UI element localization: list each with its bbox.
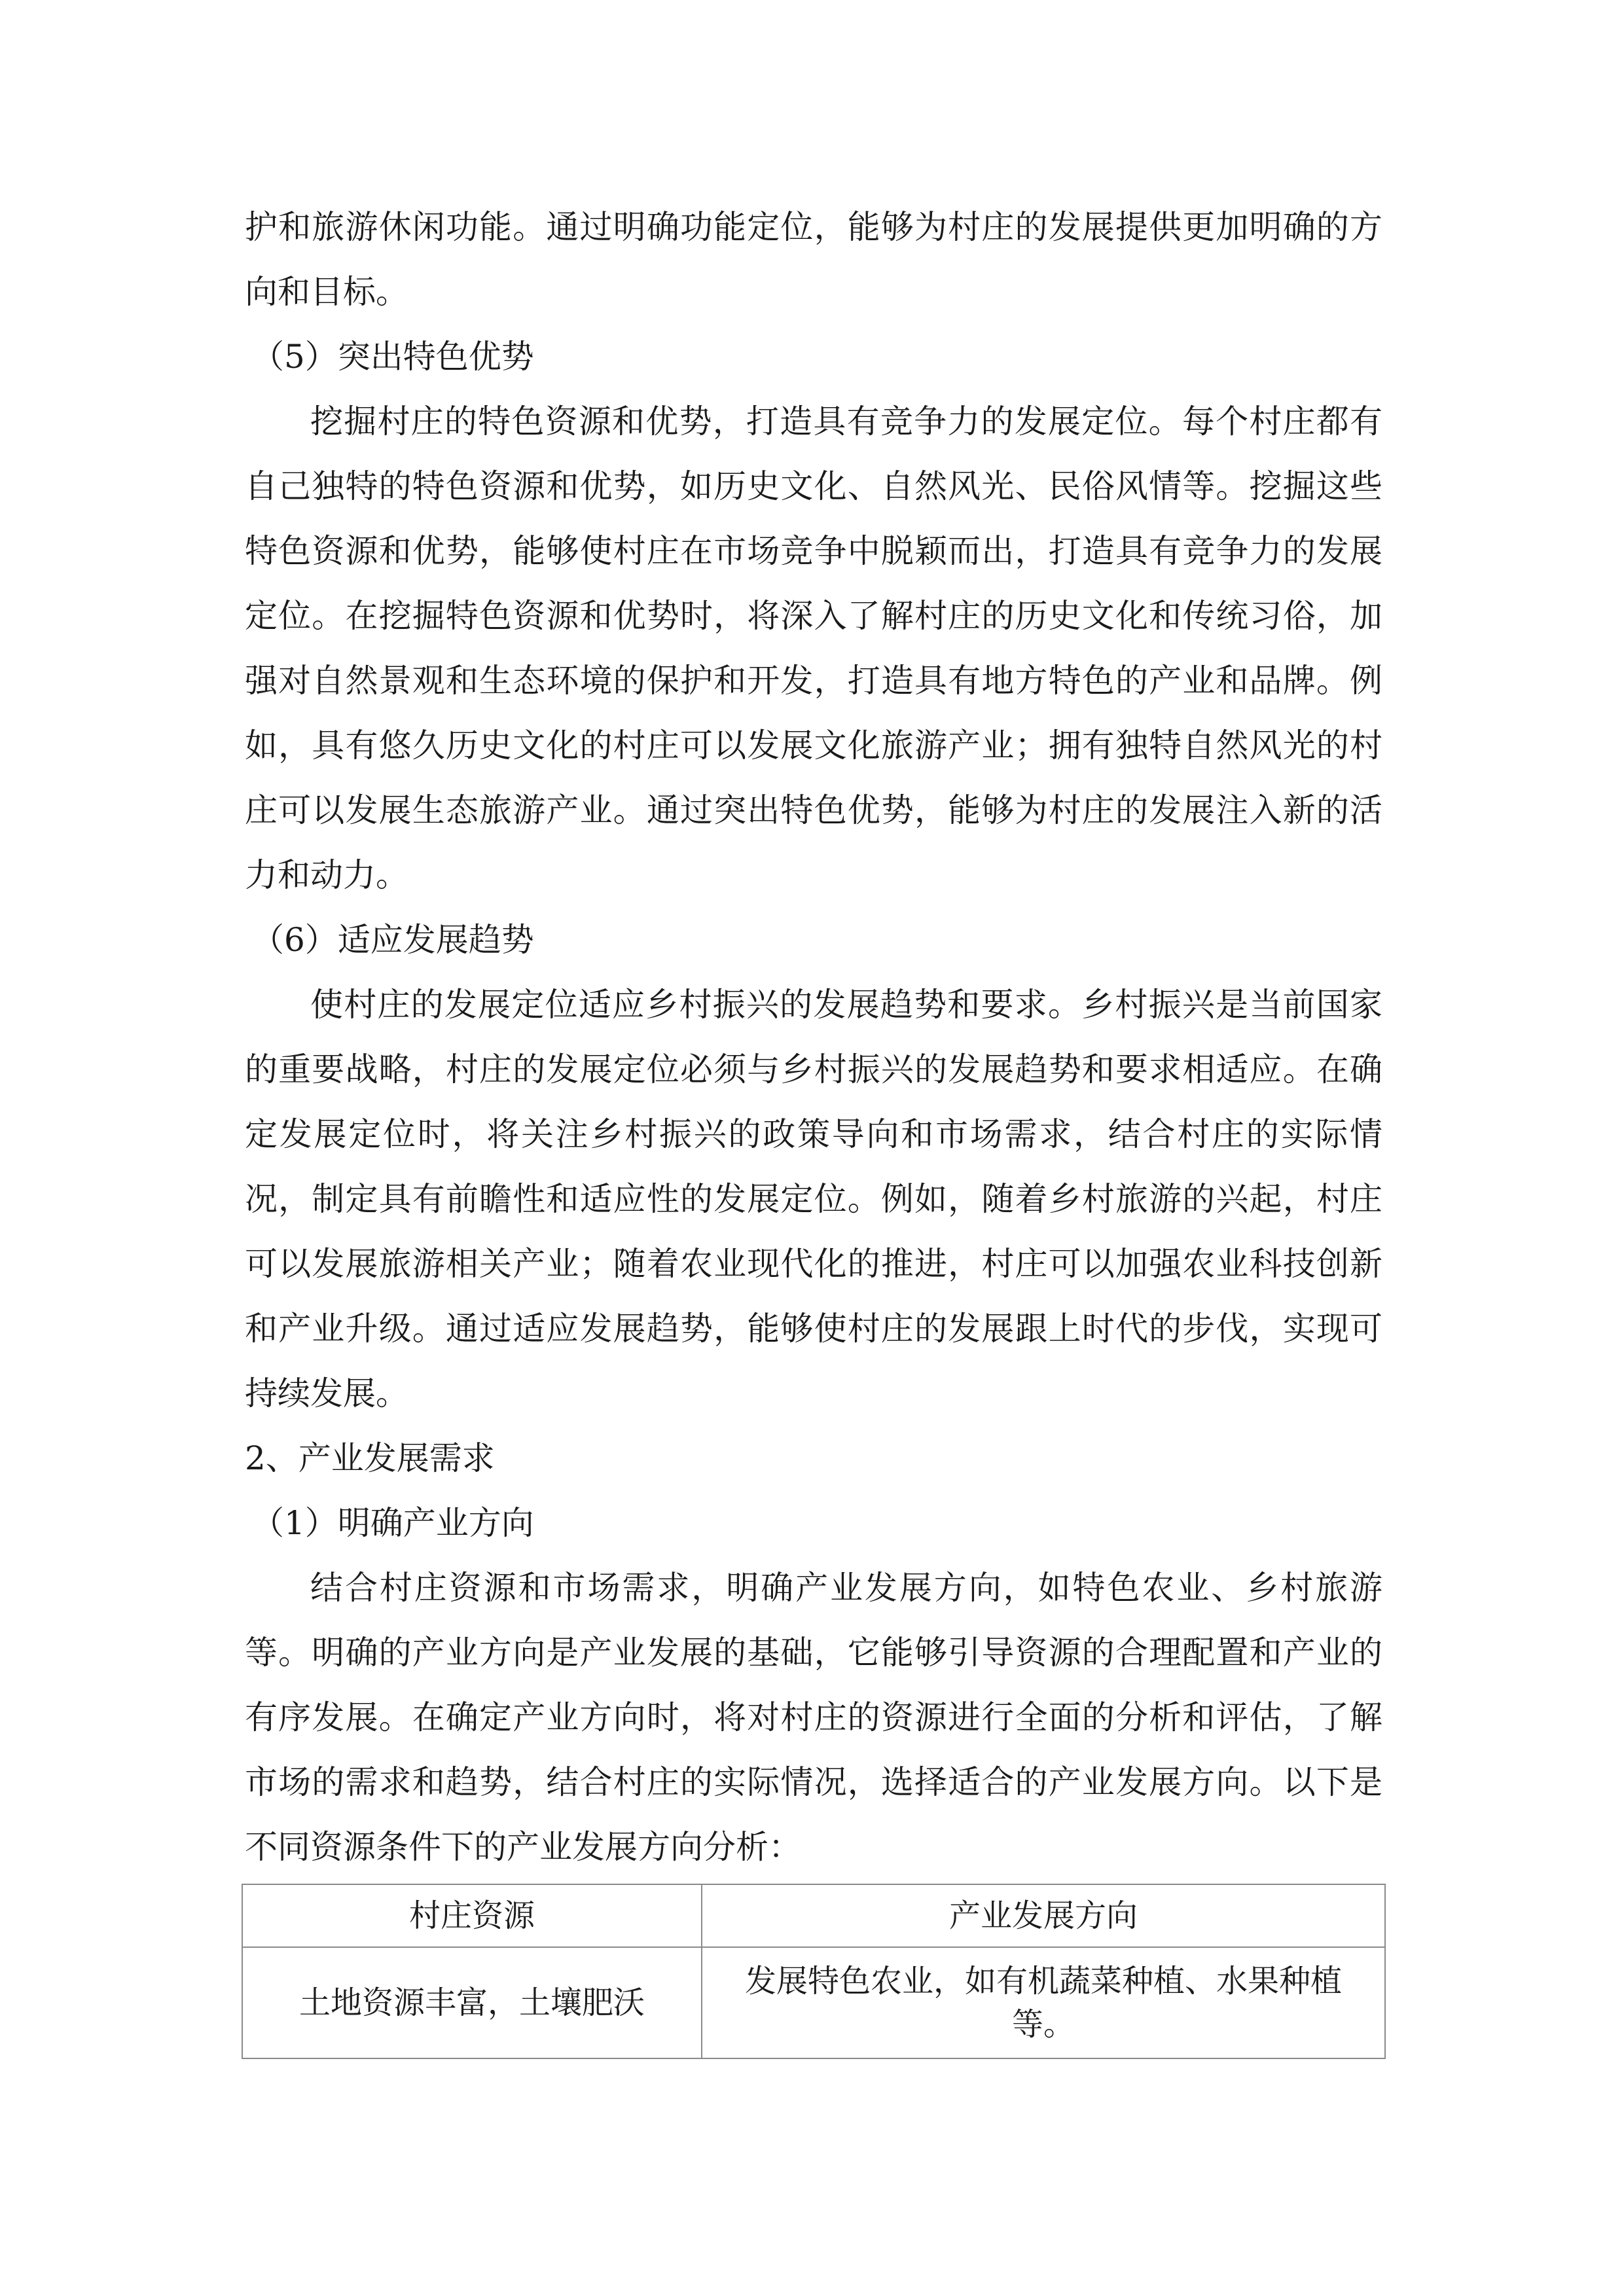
paragraph-function-positioning-end: 护和旅游休闲功能。通过明确功能定位，能够为村庄的发展提供更加明确的方向和目标。 — [245, 208, 1382, 311]
table-cell-direction: 发展特色农业，如有机蔬菜种植、水果种植等。 — [702, 1947, 1385, 2058]
table-header-industry-direction: 产业发展方向 — [702, 1884, 1385, 1947]
paragraph-highlight-advantages: 挖掘村庄的特色资源和优势，打造具有竞争力的发展定位。每个村庄都有自己独特的特色资源和优势，如历史文化、自然风光、民俗风情等。挖掘这些特色资源和优势，能够使村庄在市场竞争中脱颖而出，打造具有竞争力的发展定位。在挖掘特色资源和优势时，将深入了解村庄的历史文化和传统习俗，加强对自然景观和生态环境的保护和开发，打造具有地方特色的产业和品牌。例如，具有悠久历史文化的村庄可以发展文化旅游产业；拥有独特自然风光的村庄可以发展生态旅游产业。通过突出特色优势，能够为村庄的发展注入新的活力和动力。 — [245, 403, 1382, 894]
table-header-village-resource: 村庄资源 — [242, 1884, 702, 1947]
section-heading-industry-needs: 2、产业发展需求 — [245, 1439, 495, 1477]
paragraph-industry-direction: 结合村庄资源和市场需求，明确产业发展方向，如特色农业、乡村旅游等。明确的产业方向是产业发展的基础，它能够引导资源的合理配置和产业的有序发展。在确定产业方向时，将对村庄的资源进行全面的分析和评估，了解市场的需求和趋势，结合村庄的实际情况，选择适合的产业发展方向。以下是不同资源条件下的产业发展方向分析： — [245, 1569, 1382, 1866]
table-cell-resource: 土地资源丰富，土壤肥沃 — [242, 1947, 702, 2058]
resource-industry-table — [242, 1884, 1386, 2059]
heading-adapt-trends: （6）适应发展趋势 — [251, 921, 534, 959]
heading-highlight-advantages: （5）突出特色优势 — [251, 338, 534, 376]
document-body — [245, 195, 1382, 2059]
table-header-row — [242, 1884, 1385, 1947]
paragraph-adapt-trends: 使村庄的发展定位适应乡村振兴的发展趋势和要求。乡村振兴是当前国家的重要战略，村庄的发展定位必须与乡村振兴的发展趋势和要求相适应。在确定发展定位时，将关注乡村振兴的政策导向和市场需求，结合村庄的实际情况，制定具有前瞻性和适应性的发展定位。例如，随着乡村旅游的兴起，村庄可以发展旅游相关产业；随着农业现代化的推进，村庄可以加强农业科技创新和产业升级。通过适应发展趋势，能够使村庄的发展跟上时代的步伐，实现可持续发展。 — [245, 986, 1382, 1412]
heading-industry-direction: （1）明确产业方向 — [251, 1504, 534, 1542]
table-row — [242, 1947, 1385, 2058]
